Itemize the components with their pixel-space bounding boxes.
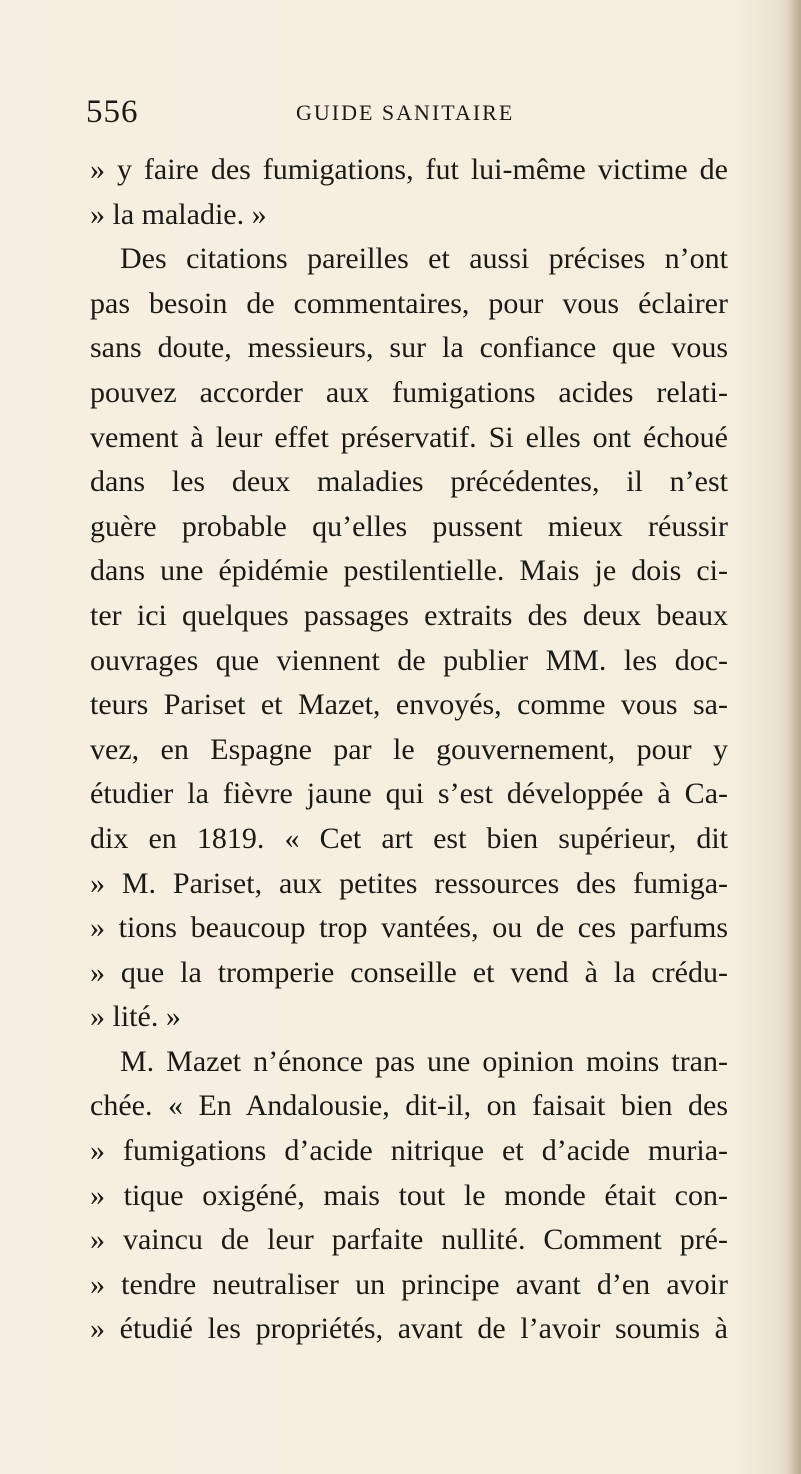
text-line: » y faire des fumigations, fut lui-même victime de bbox=[90, 153, 728, 186]
text-line: » tions beaucoup trop vantées, ou de ces parfums bbox=[90, 911, 728, 945]
body-text bbox=[90, 148, 728, 1352]
text-line: ouvrages que viennent de publier MM. les doc- bbox=[90, 643, 728, 677]
text-line: » vaincu de leur parfaite nullité. Comment pré- bbox=[90, 1223, 728, 1257]
text-line: » tendre neutraliser un principe avant d’en avoir bbox=[90, 1267, 728, 1301]
text-line: dans les deux maladies précédentes, il n’est bbox=[90, 465, 728, 499]
text-line: ter ici quelques passages extraits des deux beaux bbox=[90, 598, 728, 632]
text-line: dix en 1819. « Cet art est bien supérieur, dit bbox=[90, 821, 728, 855]
text-line: chée. « En Andalousie, dit-il, on faisait bien des bbox=[90, 1089, 728, 1123]
text-line: étudier la fièvre jaune qui s’est développée à Ca- bbox=[90, 777, 728, 811]
text-line: dans une épidémie pestilentielle. Mais je dois ci- bbox=[90, 554, 728, 588]
text-line: » M. Pariset, aux petites ressources des fumiga- bbox=[90, 866, 728, 900]
text-line: sans doute, messieurs, sur la confiance que vous bbox=[90, 331, 728, 365]
text-line: » étudié les propriétés, avant de l’avoir soumis à bbox=[90, 1312, 728, 1346]
text-line: » que la tromperie conseille et vend à la crédu- bbox=[90, 955, 728, 989]
text-line: M. Mazet n’énonce pas une opinion moins tran- bbox=[120, 1044, 728, 1078]
text-line: pas besoin de commentaires, pour vous éclairer bbox=[90, 286, 728, 320]
text-line: vez, en Espagne par le gouvernement, pour y bbox=[90, 732, 728, 766]
text-line: » la maladie. » bbox=[90, 197, 267, 231]
text-line: vement à leur effet préservatif. Si elles ont échoué bbox=[90, 420, 728, 454]
text-line: » tique oxigéné, mais tout le monde était con- bbox=[90, 1178, 728, 1212]
text-line: » lité. » bbox=[90, 1000, 181, 1034]
page-number: 556 bbox=[86, 94, 139, 130]
text-line: guère probable qu’elles pussent mieux réussir bbox=[90, 509, 728, 543]
text-line: » fumigations d’acide nitrique et d’acide muria- bbox=[90, 1134, 728, 1168]
page-edge-shadow bbox=[787, 0, 801, 1474]
text-line: teurs Pariset et Mazet, envoyés, comme vous sa- bbox=[90, 688, 728, 722]
running-head bbox=[86, 92, 726, 132]
text-line: pouvez accorder aux fumigations acides relati- bbox=[90, 375, 728, 409]
text-line: Des citations pareilles et aussi précises n’ont bbox=[120, 242, 728, 276]
running-title: GUIDE SANITAIRE bbox=[296, 100, 515, 125]
